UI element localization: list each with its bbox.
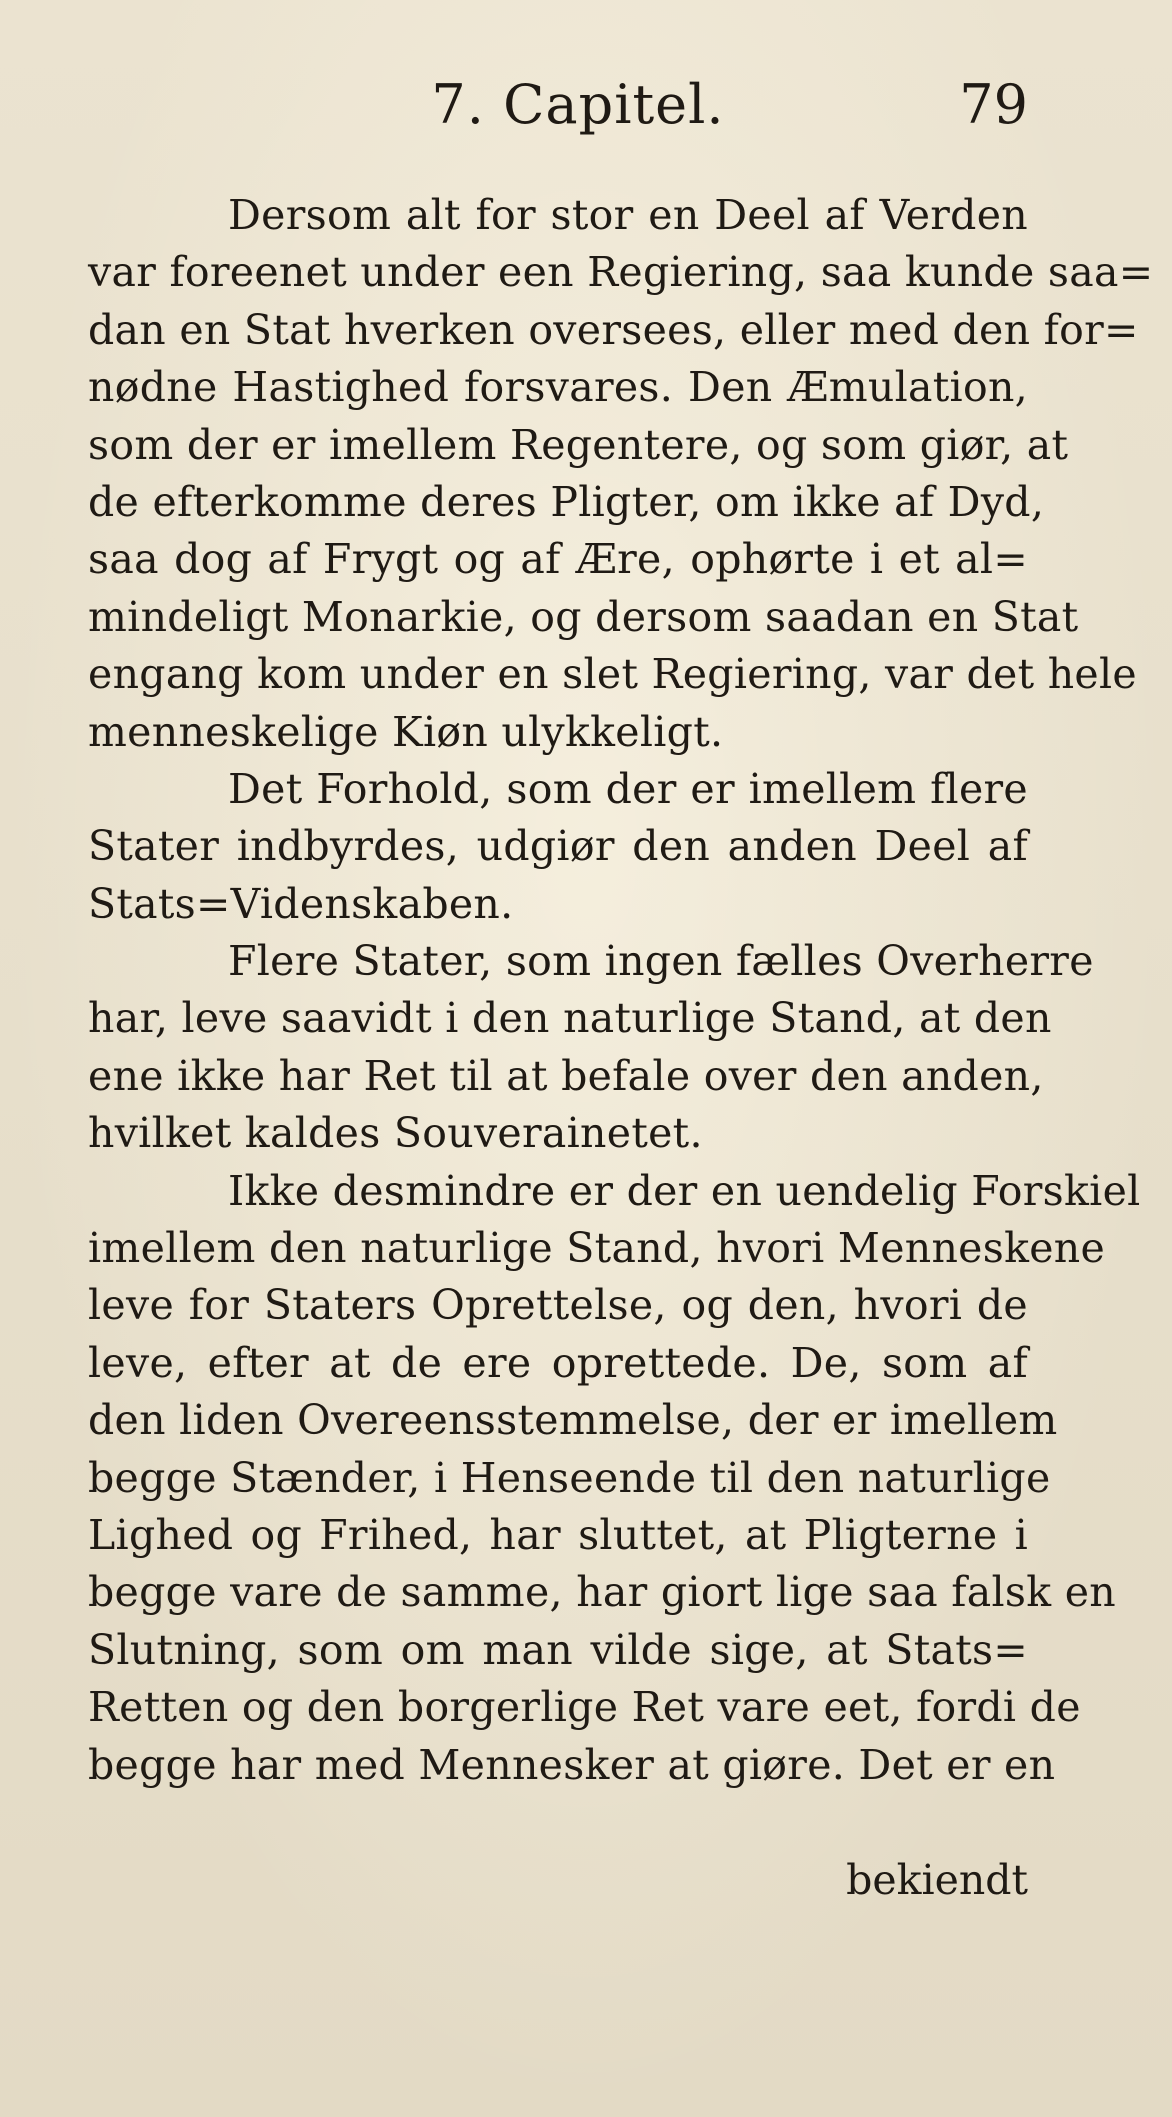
text-line-19: imellem den naturlige Stand, hvori Menneskene bbox=[88, 1224, 1106, 1273]
text-line-3: dan en Stat hverken oversees, eller med den for= bbox=[88, 305, 1139, 354]
text-line-8: mindeligt Monarkie, og dersom saadan en Stat bbox=[88, 592, 1079, 641]
text-line-7: saa dog af Frygt og af Ære, ophørte i et al= bbox=[88, 535, 1028, 584]
text-line-23: begge Stænder, i Henseende til den naturlige bbox=[88, 1453, 1051, 1502]
text-line-24: Lighed og Frihed, har sluttet, at Pligterne i bbox=[88, 1510, 1028, 1559]
text-line-27: Retten og den borgerlige Ret vare eet, fordi de bbox=[88, 1683, 1081, 1732]
page-number: 79 bbox=[959, 73, 1028, 136]
text-line-25: begge vare de samme, har giort lige saa falsk en bbox=[88, 1568, 1116, 1617]
text-line-1: Dersom alt for stor en Deel af Verden bbox=[228, 191, 1028, 239]
text-line-26: Slutning, som om man vilde sige, at Stats= bbox=[88, 1625, 1028, 1674]
text-line-22: den liden Overeensstemmelse, der er imellem bbox=[88, 1396, 1058, 1445]
text-line-9: engang kom under en slet Regiering, var det hele bbox=[88, 650, 1137, 699]
text-line-18: Ikke desmindre er der en uendelig Forskiel bbox=[228, 1166, 1141, 1215]
chapter-heading: 7. Capitel. bbox=[431, 73, 725, 136]
text-line-13: Stats=Videnskaben. bbox=[88, 879, 514, 928]
text-line-2: var foreenet under een Regiering, saa kunde saa= bbox=[88, 248, 1154, 297]
text-line-5: som der er imellem Regentere, og som giør, at bbox=[88, 420, 1069, 469]
text-line-28: begge har med Mennesker at giøre. Det er en bbox=[88, 1740, 1056, 1789]
text-line-14: Flere Stater, som ingen fælles Overherre bbox=[228, 937, 1094, 986]
text-line-21: leve, efter at de ere oprettede. De, som af bbox=[88, 1338, 1028, 1387]
text-line-16: ene ikke har Ret til at befale over den anden, bbox=[88, 1051, 1044, 1100]
text-line-17: hvilket kaldes Souverainetet. bbox=[88, 1109, 703, 1158]
catchword: bekiendt bbox=[846, 1856, 1028, 1904]
text-line-15: har, leve saavidt i den naturlige Stand, at den bbox=[88, 994, 1052, 1043]
text-line-10: menneskelige Kiøn ulykkeligt. bbox=[88, 707, 724, 756]
text-line-12: Stater indbyrdes, udgiør den anden Deel af bbox=[88, 822, 1028, 871]
body-text bbox=[88, 187, 1154, 1794]
text-line-20: leve for Staters Oprettelse, og den, hvori de bbox=[88, 1281, 1028, 1330]
text-line-6: de efterkomme deres Pligter, om ikke af Dyd, bbox=[88, 477, 1045, 526]
running-header bbox=[88, 70, 1028, 150]
text-line-11: Det Forhold, som der er imellem flere bbox=[228, 764, 1028, 813]
text-line-4: nødne Hastighed forsvares. Den Æmulation, bbox=[88, 363, 1028, 412]
